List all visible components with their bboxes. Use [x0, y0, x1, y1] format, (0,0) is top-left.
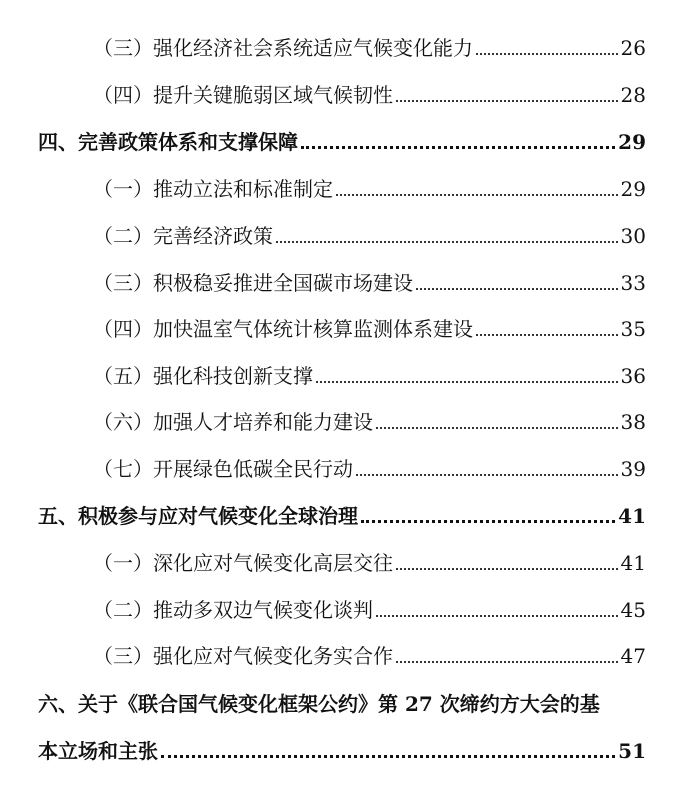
toc-entry[interactable]	[0, 202, 682, 248]
toc-entry-page: 28	[620, 83, 646, 107]
toc-entry-title: （七）开展绿色低碳全民行动	[93, 457, 353, 481]
toc-entry-title: （三）强化经济社会系统适应气候变化能力	[93, 36, 473, 60]
toc-leader-dots	[301, 144, 615, 149]
toc-leader-dots	[356, 472, 618, 476]
toc-leader-dots	[276, 239, 618, 243]
toc-leader-dots	[396, 98, 618, 102]
toc-entry-page: 47	[620, 644, 646, 668]
toc-entry[interactable]	[0, 435, 682, 481]
toc-entry-title: （二）推动多双边气候变化谈判	[93, 598, 373, 622]
toc-entry[interactable]	[0, 14, 682, 60]
toc-entry-page: 39	[620, 457, 646, 481]
toc-leader-dots	[476, 332, 618, 336]
toc-leader-dots	[416, 286, 618, 290]
toc-leader-dots	[361, 518, 615, 523]
toc-entry[interactable]	[0, 388, 682, 434]
toc-leader-dots	[316, 379, 618, 383]
toc-entry-title: （二）完善经济政策	[93, 224, 273, 248]
toc-entry-title: （四）提升关键脆弱区域气候韧性	[93, 83, 393, 107]
toc-leader-dots	[376, 613, 618, 617]
toc-entry[interactable]	[0, 529, 682, 575]
toc-entry-page: 41	[618, 504, 646, 528]
toc-section-entry[interactable]	[0, 482, 682, 528]
toc-entry-page: 41	[620, 551, 646, 575]
toc-entry-title: （三）积极稳妥推进全国碳市场建设	[93, 271, 413, 295]
toc-entry-title: （四）加快温室气体统计核算监测体系建设	[93, 317, 473, 341]
toc-entry-page: 36	[620, 364, 646, 388]
toc-entry-page: 29	[620, 177, 646, 201]
toc-entry-title: （一）推动立法和标准制定	[93, 177, 333, 201]
toc-entry[interactable]	[0, 576, 682, 622]
toc-entry-page: 30	[620, 224, 646, 248]
toc-entry-page: 35	[620, 317, 646, 341]
toc-entry[interactable]	[0, 622, 682, 668]
toc-leader-dots	[476, 51, 618, 55]
toc-entry[interactable]	[0, 61, 682, 107]
toc-section-entry[interactable]	[0, 717, 682, 763]
toc-entry-title: （三）强化应对气候变化务实合作	[93, 644, 393, 668]
toc-entry-title: （六）加强人才培养和能力建设	[93, 410, 373, 434]
toc-leader-dots	[396, 659, 618, 663]
toc-entry-title: 本立场和主张	[38, 739, 158, 763]
toc-entry[interactable]	[0, 342, 682, 388]
toc-entry-page: 26	[620, 36, 646, 60]
toc-entry[interactable]	[0, 295, 682, 341]
toc-entry-page: 29	[618, 130, 646, 154]
toc-leader-dots	[336, 192, 618, 196]
toc-entry[interactable]	[0, 249, 682, 295]
toc-entry-title: 六、关于《联合国气候变化框架公约》第 27 次缔约方大会的基	[38, 692, 600, 716]
toc-entry-title: 五、积极参与应对气候变化全球治理	[38, 504, 358, 528]
toc-leader-dots	[376, 425, 618, 429]
toc-entry-page: 51	[618, 739, 646, 763]
toc-entry-title: （五）强化科技创新支撑	[93, 364, 313, 388]
toc-entry[interactable]	[0, 155, 682, 201]
toc-entry-page: 45	[620, 598, 646, 622]
toc-entry-title: 四、完善政策体系和支撑保障	[38, 130, 298, 154]
toc-section-entry-line1[interactable]	[38, 670, 646, 716]
toc-leader-dots	[161, 753, 615, 758]
toc-leader-dots	[396, 566, 618, 570]
toc-section-entry[interactable]	[0, 108, 682, 154]
toc-entry-page: 33	[620, 271, 646, 295]
toc-entry-page: 38	[620, 410, 646, 434]
toc-entry-title: （一）深化应对气候变化高层交往	[93, 551, 393, 575]
